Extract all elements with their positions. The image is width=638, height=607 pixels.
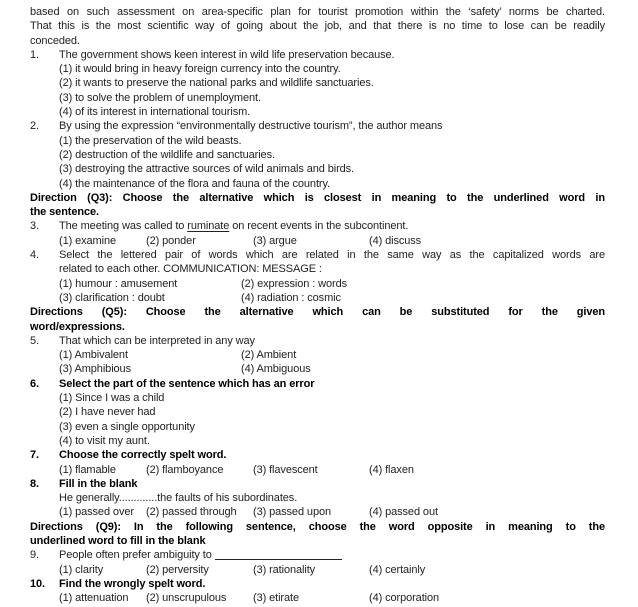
question-1-option-2: (2) it wants to preserve the national parks and wildlife sanctuaries. bbox=[59, 77, 374, 90]
question-8 bbox=[30, 477, 605, 520]
question-4-option-2: (2) expression : words bbox=[241, 277, 348, 290]
question-9-option-2: (2) perversity bbox=[146, 563, 209, 576]
question-6-option-1: (1) Since I was a child bbox=[59, 392, 165, 405]
question-3-number: 3. bbox=[30, 220, 39, 233]
question-2-text: By using the expression “environmentally destructive tourism”, the author means bbox=[59, 120, 443, 133]
question-8-options bbox=[59, 505, 605, 519]
intro-paragraph bbox=[30, 5, 605, 48]
intro-line-1: based on such assessment on area-specific plan for tourist promotion within the ‘safety’ norms be charted. bbox=[30, 6, 605, 18]
question-8-option-1: (1) passed over bbox=[59, 506, 134, 519]
question-10-option-2: (2) unscrupulous bbox=[146, 592, 227, 605]
question-3-option-1: (1) examine bbox=[59, 234, 116, 247]
question-5 bbox=[30, 334, 605, 377]
question-9-text bbox=[59, 548, 605, 562]
question-2-options bbox=[59, 134, 605, 191]
question-1-options bbox=[59, 62, 605, 119]
direction-q9-line-2: underlined word to fill in the blank bbox=[30, 534, 206, 547]
question-9 bbox=[30, 548, 605, 577]
question-8-sentence: He generally.............the faults of his subordinates. bbox=[59, 492, 298, 505]
question-6 bbox=[30, 377, 605, 448]
question-3-option-3: (3) argue bbox=[253, 234, 297, 247]
question-10-number: 10. bbox=[30, 577, 45, 590]
intro-line-3: conceded. bbox=[30, 34, 80, 47]
question-10-option-3: (3) etirate bbox=[253, 592, 299, 605]
question-2-option-2: (2) destruction of the wildlife and sanctuaries. bbox=[59, 148, 275, 161]
question-3 bbox=[30, 219, 605, 248]
answer-blank bbox=[215, 559, 342, 560]
question-9-options bbox=[59, 563, 605, 577]
question-10 bbox=[30, 577, 605, 606]
question-7-options bbox=[59, 463, 605, 477]
question-10-option-1: (1) attenuation bbox=[59, 592, 129, 605]
direction-q5-line-2: word/expressions. bbox=[30, 320, 125, 333]
question-7-option-2: (2) flamboyance bbox=[146, 463, 224, 476]
direction-q3 bbox=[30, 191, 605, 220]
question-9-stem: People often prefer ambiguity to bbox=[59, 549, 212, 562]
question-4-option-1: (1) humour : amusement bbox=[59, 277, 178, 290]
underlined-word: ruminate bbox=[187, 220, 230, 233]
question-5-text: That which can be interpreted in any way bbox=[59, 334, 255, 347]
question-6-option-2: (2) I have never had bbox=[59, 406, 156, 419]
question-2-option-4: (4) the maintenance of the flora and fauna of the country. bbox=[59, 177, 331, 190]
question-6-number: 6. bbox=[30, 377, 39, 390]
direction-q3-line-2: the sentence. bbox=[30, 206, 100, 219]
question-1-number: 1. bbox=[30, 48, 39, 61]
question-7 bbox=[30, 448, 605, 477]
question-4-option-3: (3) clarification : doubt bbox=[59, 291, 165, 304]
question-2 bbox=[30, 119, 605, 190]
question-2-number: 2. bbox=[30, 120, 39, 133]
question-8-text: Fill in the blank bbox=[59, 477, 138, 490]
question-6-options bbox=[59, 391, 605, 448]
question-7-number: 7. bbox=[30, 449, 39, 462]
direction-q5 bbox=[30, 305, 605, 334]
question-9-option-1: (1) clarity bbox=[59, 563, 104, 576]
question-3-option-4: (4) discuss bbox=[369, 234, 422, 247]
question-3-options bbox=[59, 234, 605, 248]
question-6-option-4: (4) to visit my aunt. bbox=[59, 434, 150, 447]
question-1 bbox=[30, 48, 605, 119]
direction-q9 bbox=[30, 520, 605, 549]
question-3-option-2: (2) ponder bbox=[146, 234, 196, 247]
question-5-option-4: (4) Ambiguous bbox=[241, 363, 311, 376]
question-4-text-line-1: Select the lettered pair of words which are related in the same way as the capitalized words are bbox=[59, 249, 605, 262]
question-1-option-3: (3) to solve the problem of unemployment. bbox=[59, 91, 261, 104]
question-9-option-4: (4) certainly bbox=[369, 563, 426, 576]
question-4-option-4: (4) radiation : cosmic bbox=[241, 291, 341, 304]
question-5-option-3: (3) Amphibious bbox=[59, 363, 131, 376]
question-7-text: Choose the correctly spelt word. bbox=[59, 449, 227, 462]
question-4-options bbox=[59, 277, 605, 306]
question-3-text bbox=[59, 219, 605, 233]
question-4-text bbox=[59, 248, 605, 277]
question-5-options bbox=[59, 348, 605, 377]
question-7-option-1: (1) flamable bbox=[59, 463, 116, 476]
question-4-text-line-2: related to each other. COMMUNICATION: MESSAGE : bbox=[59, 263, 322, 276]
direction-q9-line-1: Directions (Q9): In the following sentence, choose the word opposite in meaning to the bbox=[30, 520, 605, 533]
question-1-option-1: (1) it would bring in heavy foreign currency into the country. bbox=[59, 63, 341, 76]
question-8-option-3: (3) passed upon bbox=[253, 506, 331, 519]
question-6-option-3: (3) even a single opportunity bbox=[59, 420, 195, 433]
question-10-text: Find the wrongly spelt word. bbox=[59, 577, 206, 590]
question-10-options bbox=[59, 591, 605, 605]
direction-q5-line-1: Directions (Q5): Choose the alternative which can be substituted for the given bbox=[30, 306, 605, 319]
question-7-option-4: (4) flaxen bbox=[369, 463, 414, 476]
question-1-text: The government shows keen interest in wild life preservation because. bbox=[59, 48, 395, 61]
direction-q3-line-1: Direction (Q3): Choose the alternative which is closest in meaning to the underlined word in bbox=[30, 191, 605, 204]
question-3-text-pre: The meeting was called to bbox=[59, 220, 188, 233]
question-8-option-2: (2) passed through bbox=[146, 506, 237, 519]
question-6-text: Select the part of the sentence which has an error bbox=[59, 377, 315, 390]
intro-line-2: That this is the most scientific way of going about the job, and that there is no time to lose can be readily bbox=[30, 20, 605, 33]
question-5-option-2: (2) Ambient bbox=[241, 349, 297, 362]
question-9-option-3: (3) rationality bbox=[253, 563, 316, 576]
question-5-number: 5. bbox=[30, 334, 39, 347]
question-2-option-1: (1) the preservation of the wild beasts. bbox=[59, 134, 242, 147]
question-9-number: 9. bbox=[30, 549, 39, 562]
question-5-option-1: (1) Ambivalent bbox=[59, 349, 128, 362]
question-4 bbox=[30, 248, 605, 305]
question-2-option-3: (3) destroying the attractive sources of wild animals and birds. bbox=[59, 163, 355, 176]
question-3-text-post: on recent events in the subcontinent. bbox=[229, 220, 409, 233]
question-4-number: 4. bbox=[30, 249, 39, 262]
question-1-option-4: (4) of its interest in international tourism. bbox=[59, 106, 251, 119]
question-7-option-3: (3) flavescent bbox=[253, 463, 318, 476]
question-8-option-4: (4) passed out bbox=[369, 506, 438, 519]
question-10-option-4: (4) corporation bbox=[369, 592, 440, 605]
question-8-number: 8. bbox=[30, 477, 39, 490]
